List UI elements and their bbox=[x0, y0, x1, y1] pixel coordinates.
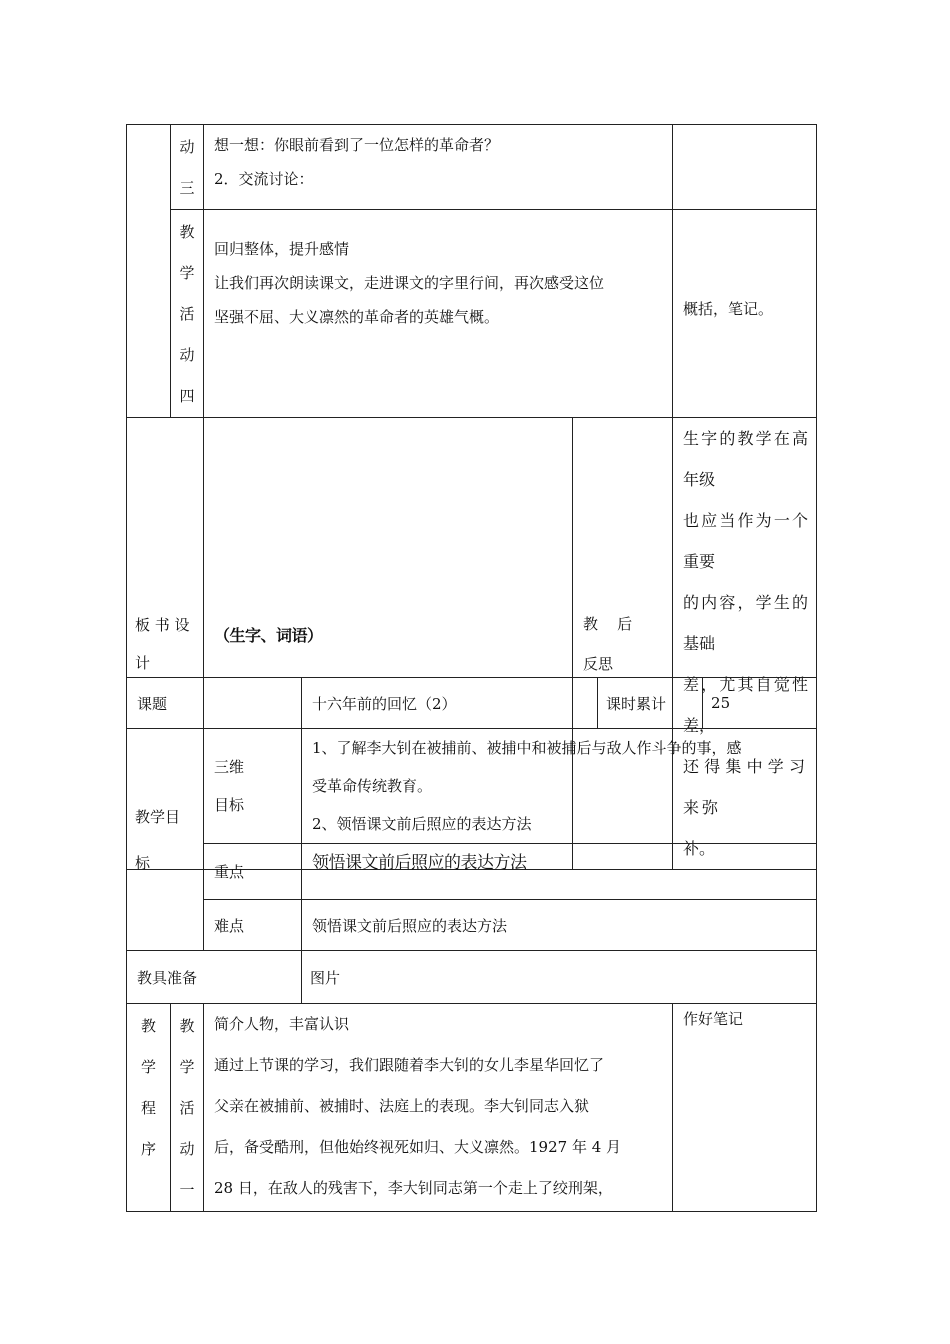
teaching-procedure-label: 教 学 程 序 bbox=[127, 1004, 171, 1212]
lesson-plan-table bbox=[126, 677, 817, 1212]
activity-1-content: 简介人物，丰富认识 通过上节课的学习，我们跟随着李大钊的女儿李星华回忆了 父亲在被捕前、被捕时、法庭上的表现。李大钊同志入狱 后，备受酷刑，但他始终视死如归、大义凛然。1927 年 4 月 28 日，在敌人的残害下，李大钊同志第一个走上了绞刑架， bbox=[204, 1004, 673, 1212]
activity-1-label: 教 学 活 动 一 bbox=[171, 1004, 204, 1212]
teaching-tools-label: 教具准备 bbox=[127, 951, 302, 1004]
activity-4-line: 让我们再次朗读课文，走进课文的字里行间，再次感受这位 bbox=[214, 274, 605, 292]
key-point-label: 重点 bbox=[204, 844, 302, 900]
topic-label: 课题 bbox=[127, 678, 302, 729]
procedure-column-blank bbox=[127, 125, 171, 418]
activity-3-note bbox=[673, 125, 817, 210]
activity-4-content bbox=[204, 210, 673, 418]
activity-3-content bbox=[204, 125, 673, 210]
board-design-label: 板 书 设 计 bbox=[127, 418, 204, 870]
key-point-content: 领悟课文前后照应的表达方法 bbox=[302, 844, 817, 900]
activity-4-note: 概括，笔记。 bbox=[673, 210, 817, 418]
topic-value: 十六年前的回忆（2） bbox=[302, 678, 598, 729]
difficulty-label: 难点 bbox=[204, 900, 302, 951]
activity-4-label: 教 学 活 动 四 bbox=[171, 210, 204, 418]
hours-label: 课时累计 bbox=[598, 678, 703, 729]
difficulty-content: 领悟课文前后照应的表达方法 bbox=[302, 900, 817, 951]
teaching-goals-label: 教学目 标 bbox=[127, 729, 204, 951]
activity-4-line: 回归整体，提升感情 bbox=[214, 240, 350, 258]
board-design-content: （生字、词语） bbox=[204, 418, 573, 870]
three-dim-goals-content: 1、了解李大钊在被捕前、被捕中和被捕后与敌人作斗争的事，感 受革命传统教育。 2、领悟课文前后照应的表达方法 bbox=[302, 729, 817, 844]
teaching-tools-value: 图片 bbox=[302, 951, 817, 1004]
hours-value: 25 bbox=[703, 678, 817, 729]
activity-1-note: 作好笔记 bbox=[673, 1004, 817, 1212]
activity-3-line: 2．交流讨论： bbox=[214, 170, 314, 188]
three-dim-goals-label: 三维 目标 bbox=[204, 729, 302, 844]
reflection-label: 教 后 反思 bbox=[573, 418, 673, 870]
activity-4-line: 坚强不屈、大义凛然的革命者的英雄气概。 bbox=[214, 308, 500, 326]
reflection-content: 生字的教学在高年级 也应当作为一个重要 的内容，学生的基础 差，尤其自觉性差， 还得集中学习来弥 补。 bbox=[673, 418, 817, 870]
activity-3-line: 想一想：你眼前看到了一位怎样的革命者？ bbox=[214, 136, 500, 154]
activity-3-label: 动 三 bbox=[171, 125, 204, 210]
